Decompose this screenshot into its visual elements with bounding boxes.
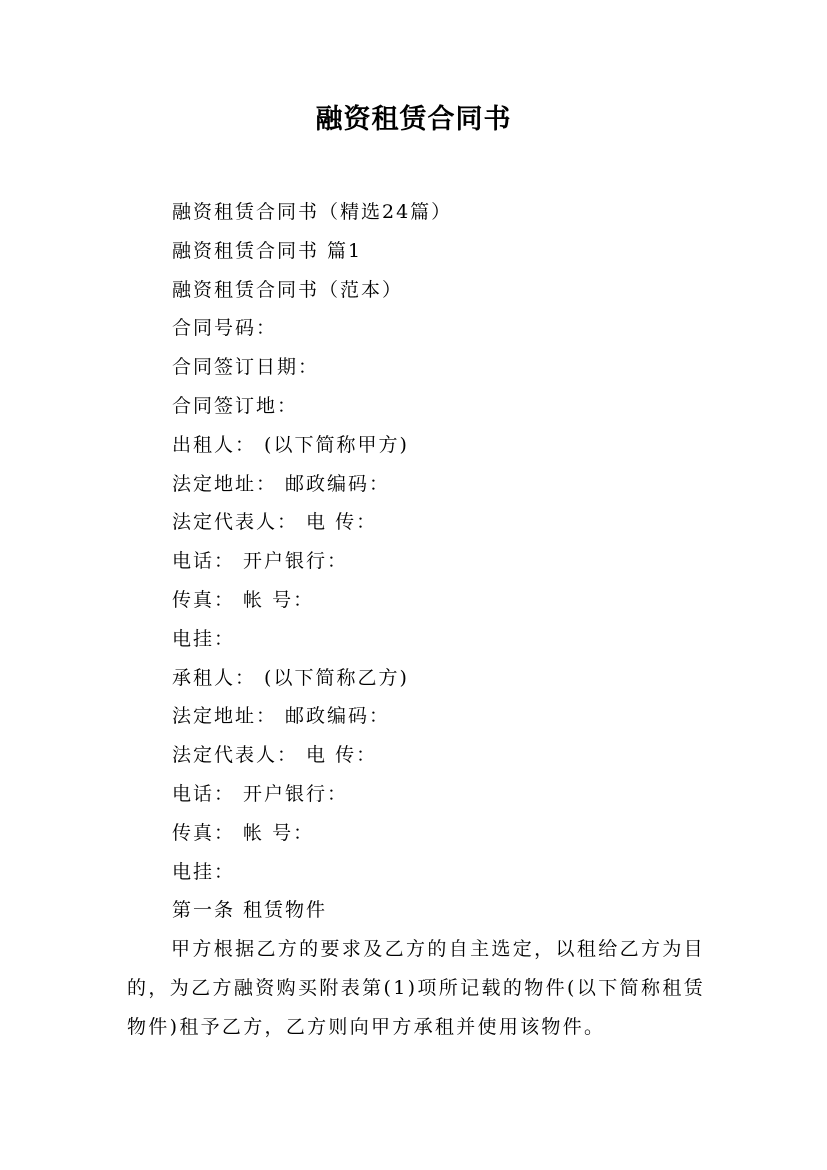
line-lessor-cable: 电挂： <box>172 627 236 650</box>
line-signing-place: 合同签订地： <box>172 394 299 417</box>
document-title: 融资租赁合同书 <box>315 104 512 135</box>
line-lessee-cable: 电挂： <box>172 860 236 883</box>
article-1-paragraph: 甲方根据乙方的要求及乙方的自主选定，以租给乙方为目的，为乙方融资购买附表第(1)项所记载的物件(以下简称租赁物件)租予乙方，乙方则向甲方承租并使用该物件。 <box>127 938 705 1038</box>
line-lessor-representative: 法定代表人： 电 传： <box>172 511 378 534</box>
line-chapter-1: 融资租赁合同书 篇1 <box>172 239 363 262</box>
line-lessee: 承租人： (以下简称乙方) <box>172 666 409 689</box>
line-lessor: 出租人： (以下简称甲方) <box>172 433 409 456</box>
line-lessee-address: 法定地址： 邮政编码： <box>172 705 391 728</box>
line-article-1: 第一条 租赁物件 <box>172 899 328 922</box>
line-toc-title: 融资租赁合同书（精选24篇） <box>172 201 453 223</box>
document-lines <box>172 193 712 930</box>
line-contract-number: 合同号码： <box>172 317 278 340</box>
line-template-title: 融资租赁合同书（范本） <box>172 278 404 301</box>
line-lessor-fax: 传真： 帐 号： <box>172 588 315 611</box>
line-lessee-phone: 电话： 开户银行： <box>172 782 349 805</box>
line-lessor-phone: 电话： 开户银行： <box>172 550 349 573</box>
line-lessor-address: 法定地址： 邮政编码： <box>172 472 391 495</box>
line-lessee-fax: 传真： 帐 号： <box>172 821 315 844</box>
line-lessee-representative: 法定代表人： 电 传： <box>172 744 378 767</box>
line-signing-date: 合同签订日期： <box>172 356 320 379</box>
